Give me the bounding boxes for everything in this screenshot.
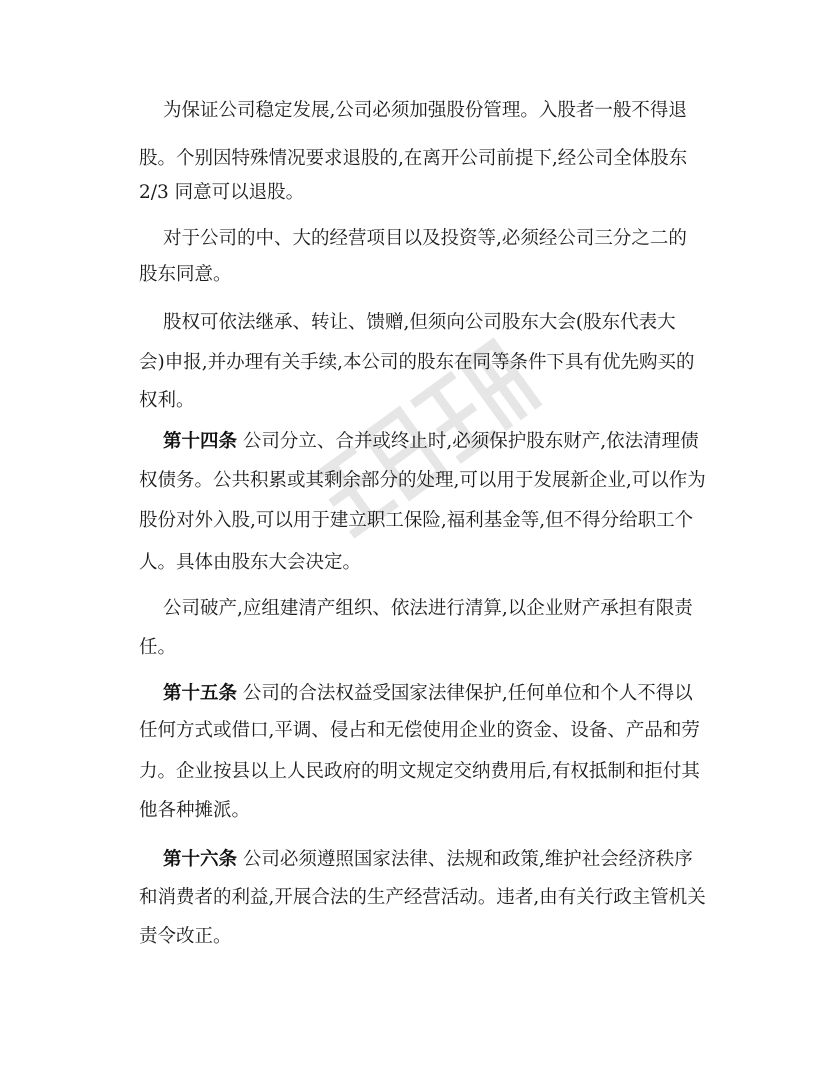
paragraph-line: 权利。	[139, 390, 195, 411]
paragraph-line: 权债务。公共积累或其剩余部分的处理,可以用于发展新企业,可以作为	[139, 470, 706, 491]
article-line	[163, 848, 693, 872]
paragraph-line: 和消费者的利益,开展合法的生产经营活动。违者,由有关行政主管机关	[139, 887, 706, 908]
paragraph-line: 股。个别因特殊情况要求退股的,在离开公司前提下,经公司全体股东	[139, 148, 688, 169]
article-text: 公司必须遵照国家法律、法规和政策,维护社会经济秩序	[237, 849, 693, 870]
article-text: 公司的合法权益受国家法律保护,任何单位和个人不得以	[237, 683, 693, 704]
article-line	[163, 682, 693, 706]
article-heading: 第十五条	[163, 683, 238, 704]
paragraph-line: 任何方式或借口,平调、侵占和无偿使用企业的资金、设备、产品和劳	[139, 720, 700, 741]
paragraph-line: 股权可依法继承、转让、馈赠,但须向公司股东大会(股东代表大	[163, 312, 676, 333]
article-line	[163, 430, 699, 454]
paragraph-line: 会)申报,并办理有关手续,本公司的股东在同等条件下具有优先购买的	[139, 352, 695, 373]
paragraph-line: 任。	[139, 637, 177, 658]
article-heading: 第十四条	[163, 431, 238, 452]
paragraph-line: 责令改正。	[139, 926, 232, 947]
paragraph-line: 股东同意。	[139, 264, 232, 285]
paragraph-line: 为保证公司稳定发展,公司必须加强股份管理。入股者一般不得退	[163, 100, 687, 121]
paragraph-line: 股份对外入股,可以用于建立职工保险,福利基金等,但不得分给职工个	[139, 510, 694, 531]
article-text: 公司分立、合并或终止时,必须保护股东财产,依法清理债	[237, 431, 699, 452]
paragraph-line: 2/3 同意可以退股。	[139, 182, 305, 203]
article-heading: 第十六条	[163, 849, 238, 870]
paragraph-line: 力。企业按县以上人民政府的明文规定交纳费用后,有权抵制和拒付其	[139, 761, 700, 782]
paragraph-line: 人。具体由股东大会决定。	[139, 552, 362, 573]
paragraph-line: 公司破产,应组建清产组织、依法进行清算,以企业财产承担有限责	[163, 598, 693, 619]
paragraph-line: 对于公司的中、大的经营项目以及投资等,必须经公司三分之二的	[163, 228, 687, 249]
paragraph-line: 他各种摊派。	[139, 800, 251, 821]
